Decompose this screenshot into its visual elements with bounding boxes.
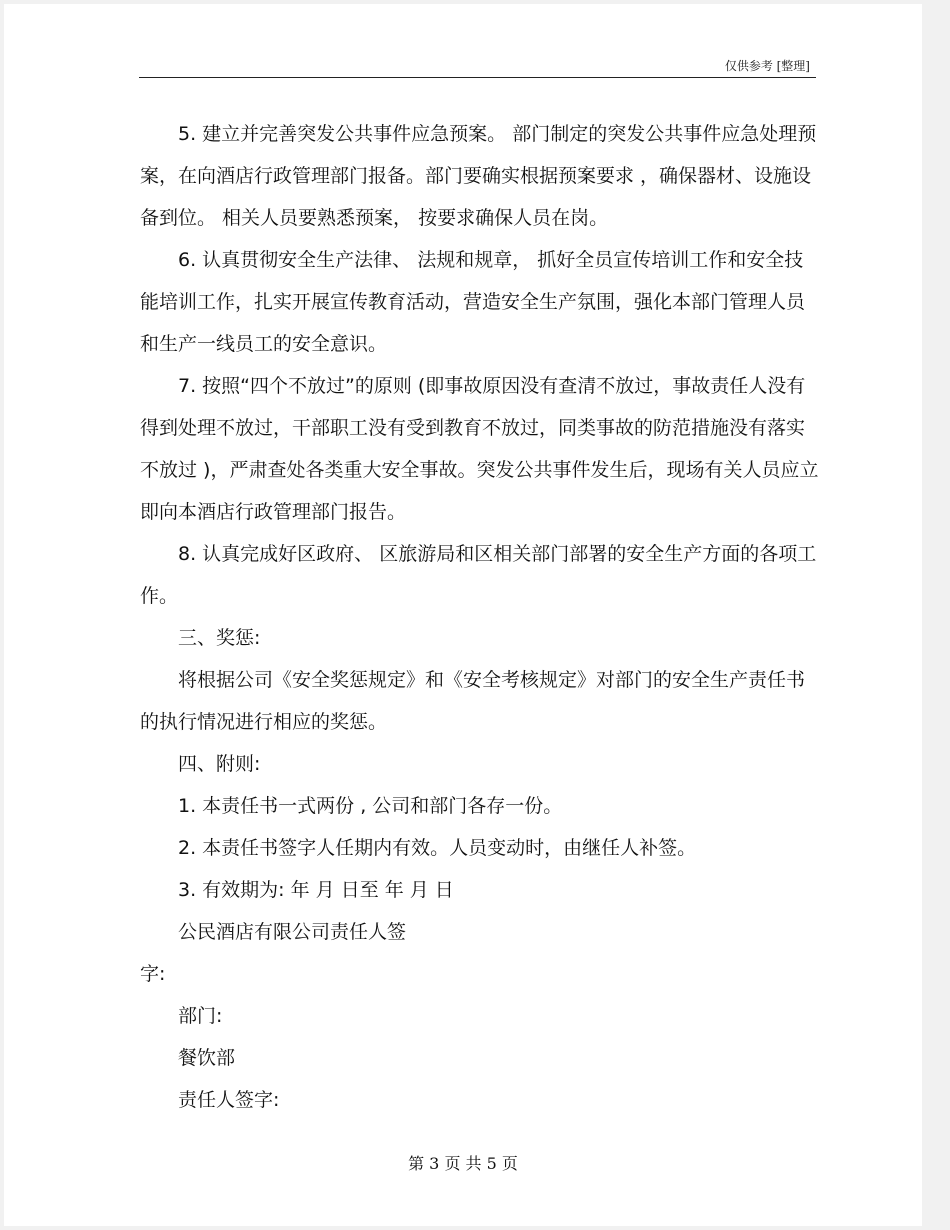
section-heading-rewards: 三、奖惩:: [178, 627, 261, 649]
paragraph-item-6: 6. 认真贯彻安全生产法律、 法规和规章， 抓好全员宣传培训工作和安全技能培训工作，扎实开展宣传教育活动，营造安全生产氛围，强化本部门管理人员和生产一线员工的安全意识。: [140, 249, 806, 355]
company-signature-label-cont: 字:: [140, 963, 166, 985]
paragraph-item-7: 7. 按照“四个不放过”的原则 (即事故原因没有查清不放过，事故责任人没有得到处理不放过，干部职工没有受到教育不放过，同类事故的防范措施没有落实不放过 )，严肃查处各类重大安全事故。突发公共事件发生后，现场有关人员应立即向本酒店行政管理部门报告。: [140, 375, 819, 523]
page-footer: 第 3 页 共 5 页: [408, 1154, 518, 1173]
paragraph-item-5: 5. 建立并完善突发公共事件应急预案。 部门制定的突发公共事件应急处理预案，在向酒店行政管理部门报备。部门要确实根据预案要求 ，确保器材、设施设备到位。 相关人员要熟悉预案， 按要求确保人员在岗。: [140, 123, 817, 229]
paragraph-rewards: 将根据公司《安全奖惩规定》和《安全考核规定》对部门的安全生产责任书的执行情况进行相应的奖惩。: [140, 669, 806, 733]
company-signature-label: 公民酒店有限公司责任人签: [178, 921, 407, 943]
page-header: 仅供参考 [整理]: [724, 59, 810, 73]
responsible-signature-label: 责任人签字:: [178, 1089, 280, 1111]
department-label: 部门:: [178, 1005, 223, 1027]
header-divider: [139, 77, 816, 78]
appendix-item-1: 1. 本责任书一式两份 , 公司和部门各存一份。: [178, 795, 563, 817]
section-heading-appendix: 四、附则:: [178, 753, 261, 775]
document-page: [4, 4, 922, 1226]
appendix-item-2: 2. 本责任书签字人任期内有效。人员变动时，由继任人补签。: [178, 837, 697, 859]
department-name: 餐饮部: [178, 1047, 236, 1069]
paragraph-item-8: 8. 认真完成好区政府、 区旅游局和区相关部门部署的安全生产方面的各项工作。: [140, 543, 817, 607]
appendix-item-3: 3. 有效期为: 年 月 日至 年 月 日: [178, 879, 454, 901]
document-body: [140, 113, 820, 1121]
